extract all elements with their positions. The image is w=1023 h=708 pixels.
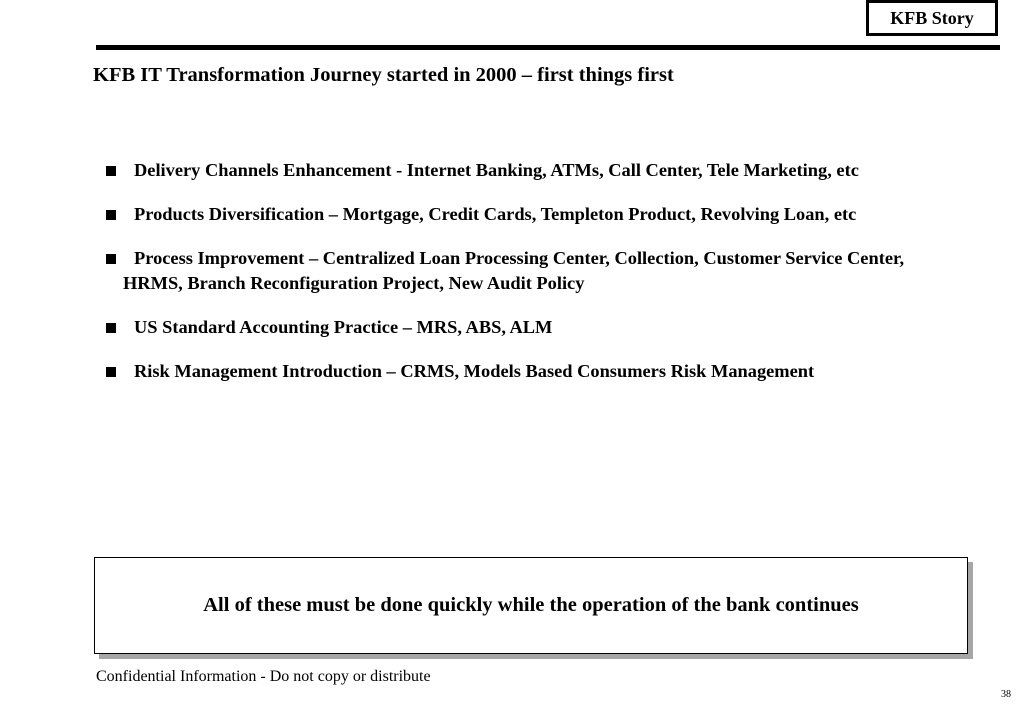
bullet-list <box>106 158 1021 403</box>
callout-box <box>94 557 968 654</box>
bullet-item <box>106 315 1021 340</box>
bullet-text: Risk Management Introduction – CRMS, Models Based Consumers Risk Management <box>134 361 815 381</box>
bullet-item <box>106 202 1021 227</box>
bullet-text: US Standard Accounting Practice – MRS, ABS, ALM <box>134 317 553 337</box>
callout-text: All of these must be done quickly while the operation of the bank continues <box>203 594 859 616</box>
square-bullet-icon <box>106 254 116 264</box>
bullet-text: Products Diversification – Mortgage, Credit Cards, Templeton Product, Revolving Loan, etc <box>134 204 857 224</box>
section-tag: KFB Story <box>866 0 998 36</box>
confidential-notice: Confidential Information - Do not copy or distribute <box>96 668 431 685</box>
square-bullet-icon <box>106 323 116 333</box>
page-number: 38 <box>1001 689 1011 700</box>
slide-title: KFB IT Transformation Journey started in 2000 – first things first <box>93 64 674 86</box>
header-divider <box>96 45 1000 50</box>
square-bullet-icon <box>106 367 116 377</box>
bullet-text-continuation: HRMS, Branch Reconfiguration Project, New Audit Policy <box>123 273 585 293</box>
bullet-text: Process Improvement – Centralized Loan Processing Center, Collection, Customer Service Center, <box>134 248 905 268</box>
bullet-item <box>106 158 1021 183</box>
square-bullet-icon <box>106 210 116 220</box>
bullet-text: Delivery Channels Enhancement - Internet Banking, ATMs, Call Center, Tele Marketing, etc <box>134 160 859 180</box>
bullet-item <box>106 359 1021 384</box>
bullet-item <box>106 246 1021 296</box>
square-bullet-icon <box>106 166 116 176</box>
